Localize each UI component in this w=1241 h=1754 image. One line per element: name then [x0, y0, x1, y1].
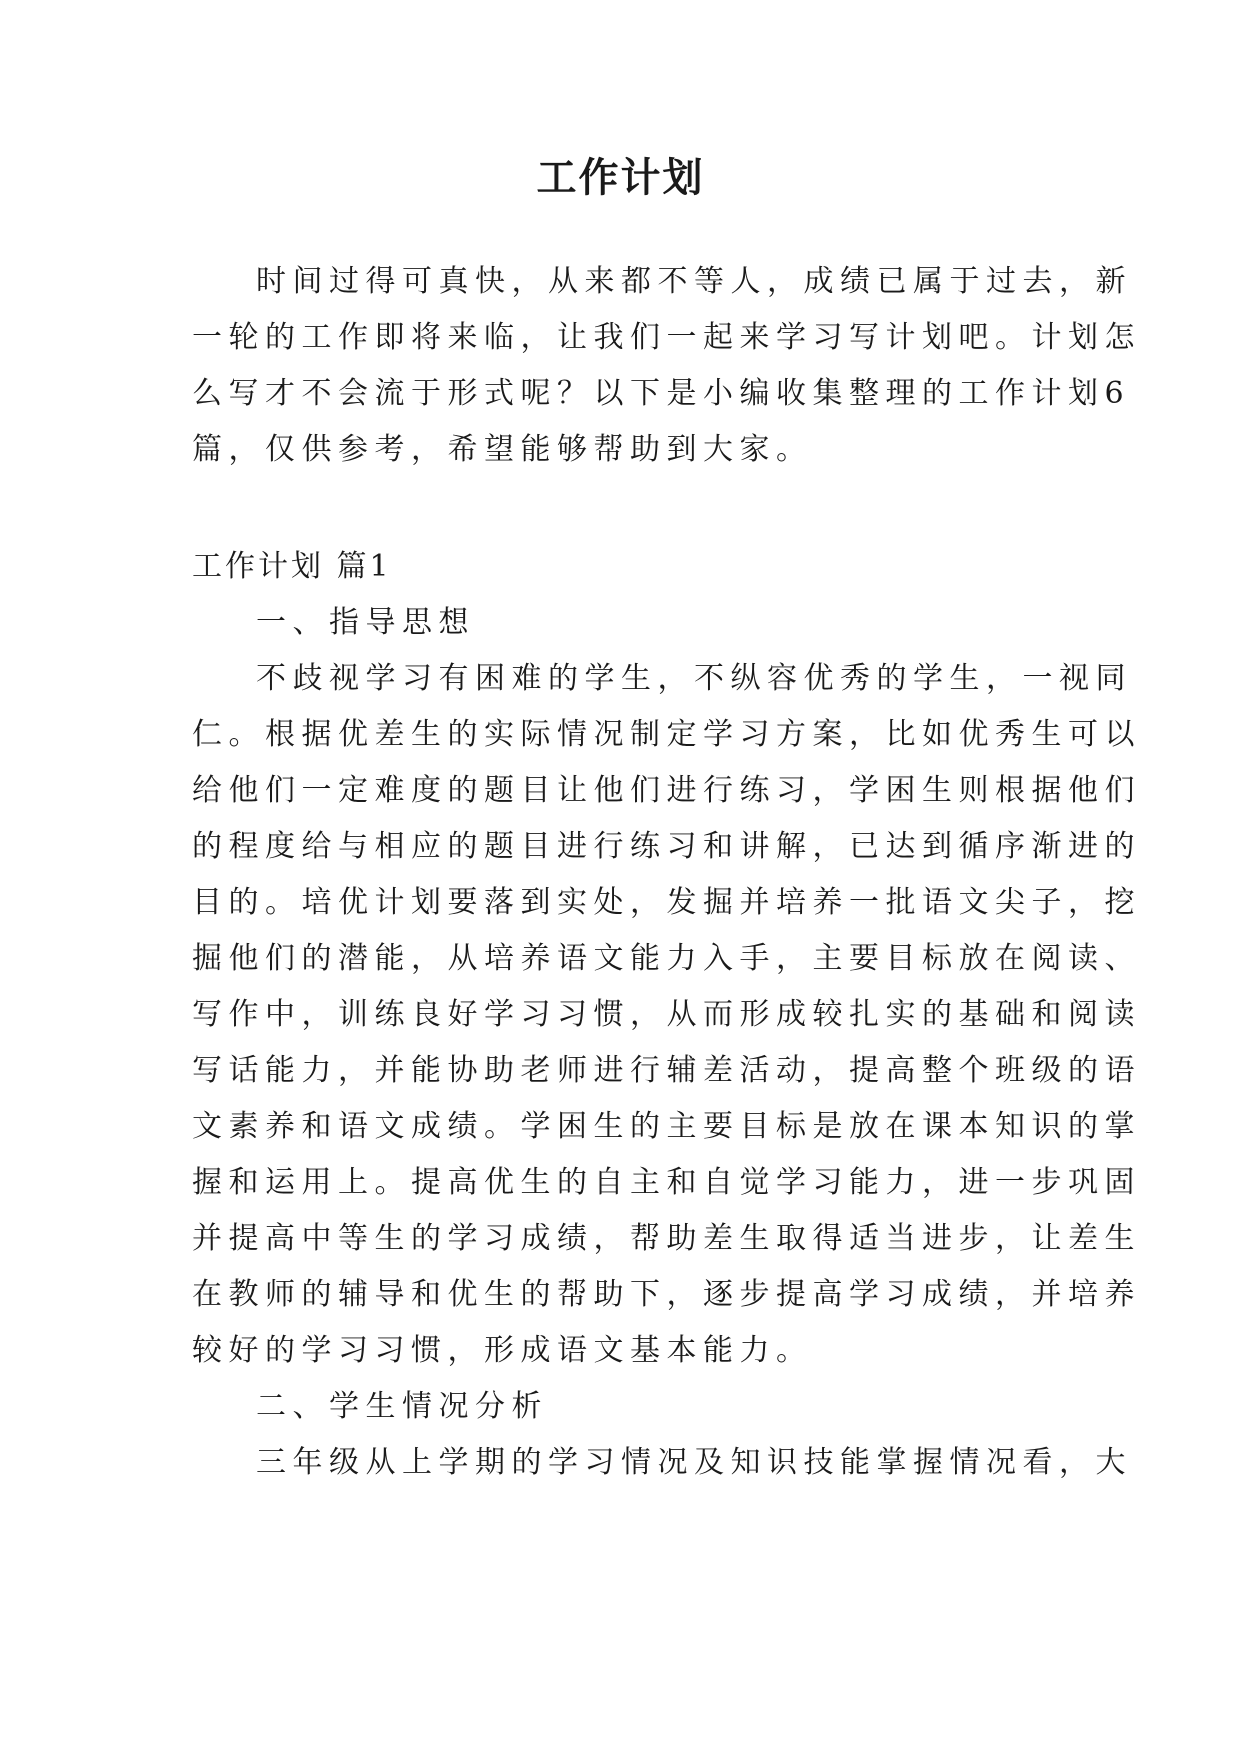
paragraph-line: 较好的学习习惯，形成语文基本能力。: [192, 1333, 813, 1368]
paragraph-line: 并提高中等生的学习成绩，帮助差生取得适当进步，让差生: [192, 1221, 1141, 1256]
paragraph-line: 写作中，训练良好学习习惯，从而形成较扎实的基础和阅读: [192, 997, 1141, 1032]
section-heading: 工作计划 篇1: [192, 549, 392, 584]
intro-line: 么写才不会流于形式呢？以下是小编收集整理的工作计划6: [192, 376, 1131, 411]
intro-line: 篇，仅供参考，希望能够帮助到大家。: [192, 432, 813, 467]
heading-student-analysis: 二、学生情况分析: [256, 1389, 548, 1424]
paragraph-line: 在教师的辅导和优生的帮助下，逐步提高学习成绩，并培养: [192, 1277, 1141, 1312]
intro-line: 时间过得可真快，从来都不等人，成绩已属于过去，新: [256, 264, 1132, 299]
intro-line: 一轮的工作即将来临，让我们一起来学习写计划吧。计划怎: [192, 320, 1141, 355]
heading-guiding-ideology: 一、指导思想: [256, 605, 475, 640]
paragraph-line: 文素养和语文成绩。学困生的主要目标是放在课本知识的掌: [192, 1109, 1141, 1144]
document-title: 工作计划: [536, 155, 705, 201]
paragraph-line: 写话能力，并能协助老师进行辅差活动，提高整个班级的语: [192, 1053, 1141, 1088]
paragraph-line: 的程度给与相应的题目进行练习和讲解，已达到循序渐进的: [192, 829, 1141, 864]
paragraph-line: 目的。培优计划要落到实处，发掘并培养一批语文尖子，挖: [192, 885, 1141, 920]
paragraph-line: 三年级从上学期的学习情况及知识技能掌握情况看，大: [256, 1445, 1132, 1480]
paragraph-line: 掘他们的潜能，从培养语文能力入手，主要目标放在阅读、: [192, 941, 1141, 976]
paragraph-line: 仁。根据优差生的实际情况制定学习方案，比如优秀生可以: [192, 717, 1141, 752]
paragraph-line: 给他们一定难度的题目让他们进行练习，学困生则根据他们: [192, 773, 1141, 808]
paragraph-line: 不歧视学习有困难的学生，不纵容优秀的学生，一视同: [256, 661, 1132, 696]
paragraph-line: 握和运用上。提高优生的自主和自觉学习能力，进一步巩固: [192, 1165, 1141, 1200]
